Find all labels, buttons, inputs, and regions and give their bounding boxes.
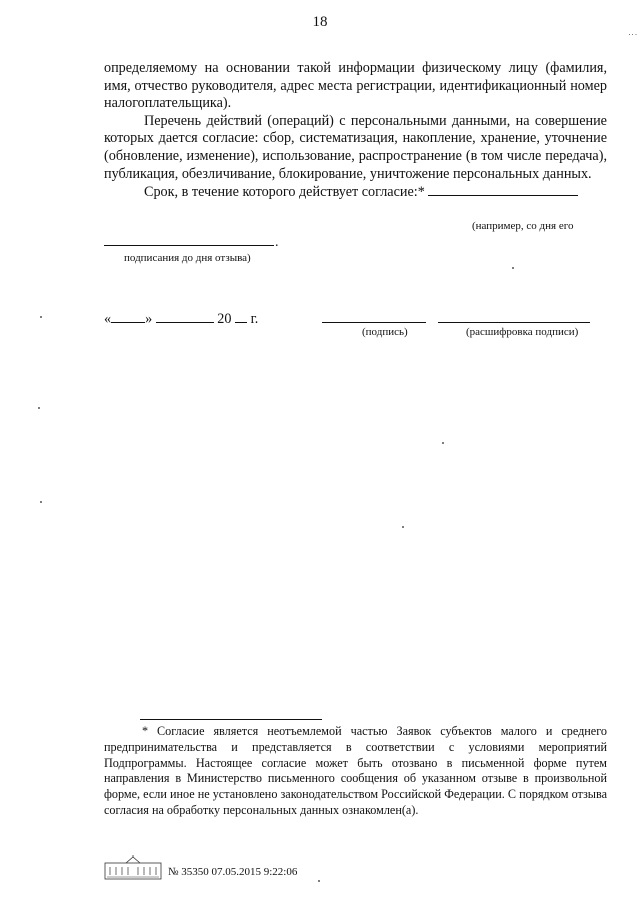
scan-speck [402,526,404,528]
term-hint-line-2: подписания до дня отзыва) [124,252,251,264]
scan-speck [40,316,42,318]
term-fill-line[interactable] [428,183,578,196]
footnote [104,724,607,819]
scan-speck [38,407,40,409]
signature-decode-label: (расшифровка подписи) [466,326,579,338]
footnote-text: * Согласие является неотъемлемой частью Заявок субъектов малого и среднего предпринимательства и представляется в соответствии с условиями мероприятий Подпрограммы. Настоящее согласие может быть отозвано в письменной форме путем направления в Министерство письменного сообщения об указанном отзыве в произвольной форме, если иное не установлено законодательством Российской Федерации. С порядком отзыва согласия на обработку персональных данных ознакомлен(а). [104,724,607,817]
paragraph-term [104,183,607,202]
registration-number: № 35350 07.05.2015 9:22:06 [168,866,298,878]
edge-scan-mark: ⋮ [628,30,638,39]
term-label: Срок, в течение которого действует согласие:* [144,184,425,201]
footnote-separator [140,719,322,720]
paragraph-subject-info: определяемому на основании такой информации физическому лицу (фамилия, имя, отчество руководителя, адрес места регистрации, идентификационный номер налогоплательщика). [104,60,607,112]
term-fill-line-2[interactable] [104,245,274,246]
page-number: 18 [312,14,328,30]
date-block [104,310,258,328]
scan-speck [40,501,42,503]
signature-line[interactable] [322,322,426,323]
paragraph-operations-list: Перечень действий (операций) с персональными данными, на совершение которых дается согласие: сбор, систематизация, накопление, хранение, уточнение (обновление, изменение), использование, распространение (в том числе передача), публикация, обезличивание, блокирование, уничтожение персональных данных. [104,112,607,182]
term-line-period: . [275,235,279,250]
term-hint-line-1: (например, со дня его [472,220,574,232]
consent-body [104,60,607,202]
year-prefix: 20 [217,311,232,327]
scan-speck [512,267,514,269]
scan-speck [442,442,444,444]
scan-speck [318,880,320,882]
date-close-quote: » [145,311,153,327]
registration-stamp-icon [104,855,162,881]
day-field[interactable] [111,310,145,323]
year-suffix: г. [250,311,259,327]
date-open-quote: « [104,311,112,327]
signature-label: (подпись) [362,326,408,338]
year-field[interactable] [235,310,247,323]
signature-decode-line[interactable] [438,322,590,323]
month-field[interactable] [156,310,214,323]
